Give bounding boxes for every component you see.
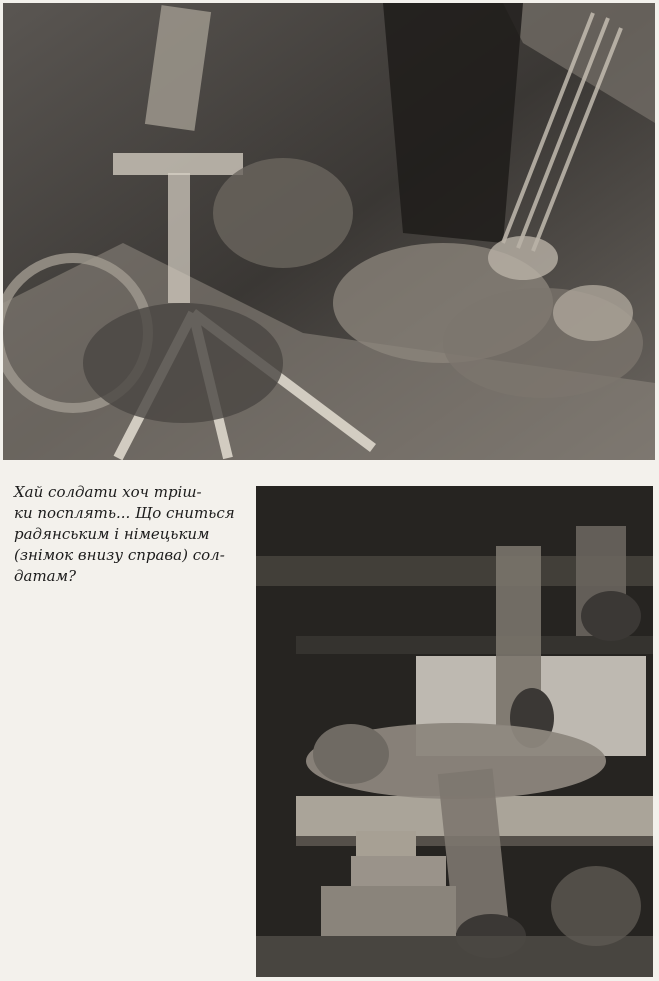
- caption-line: (знiмок внизу справа) сол-: [14, 546, 225, 564]
- caption-line: радянським i нiмецьким: [14, 525, 210, 543]
- caption-line: Хай солдати хоч трiш-: [14, 483, 202, 501]
- photo-top-drawing: [3, 3, 655, 460]
- photo-bottom-drawing: [256, 486, 653, 977]
- photo-german-soldier-dugout: [256, 486, 653, 977]
- photo-soviet-soldiers-trench: [3, 3, 655, 460]
- photo-caption: [14, 482, 246, 587]
- caption-line: датам?: [14, 567, 77, 585]
- caption-line: ки посплять... Що сниться: [14, 504, 235, 522]
